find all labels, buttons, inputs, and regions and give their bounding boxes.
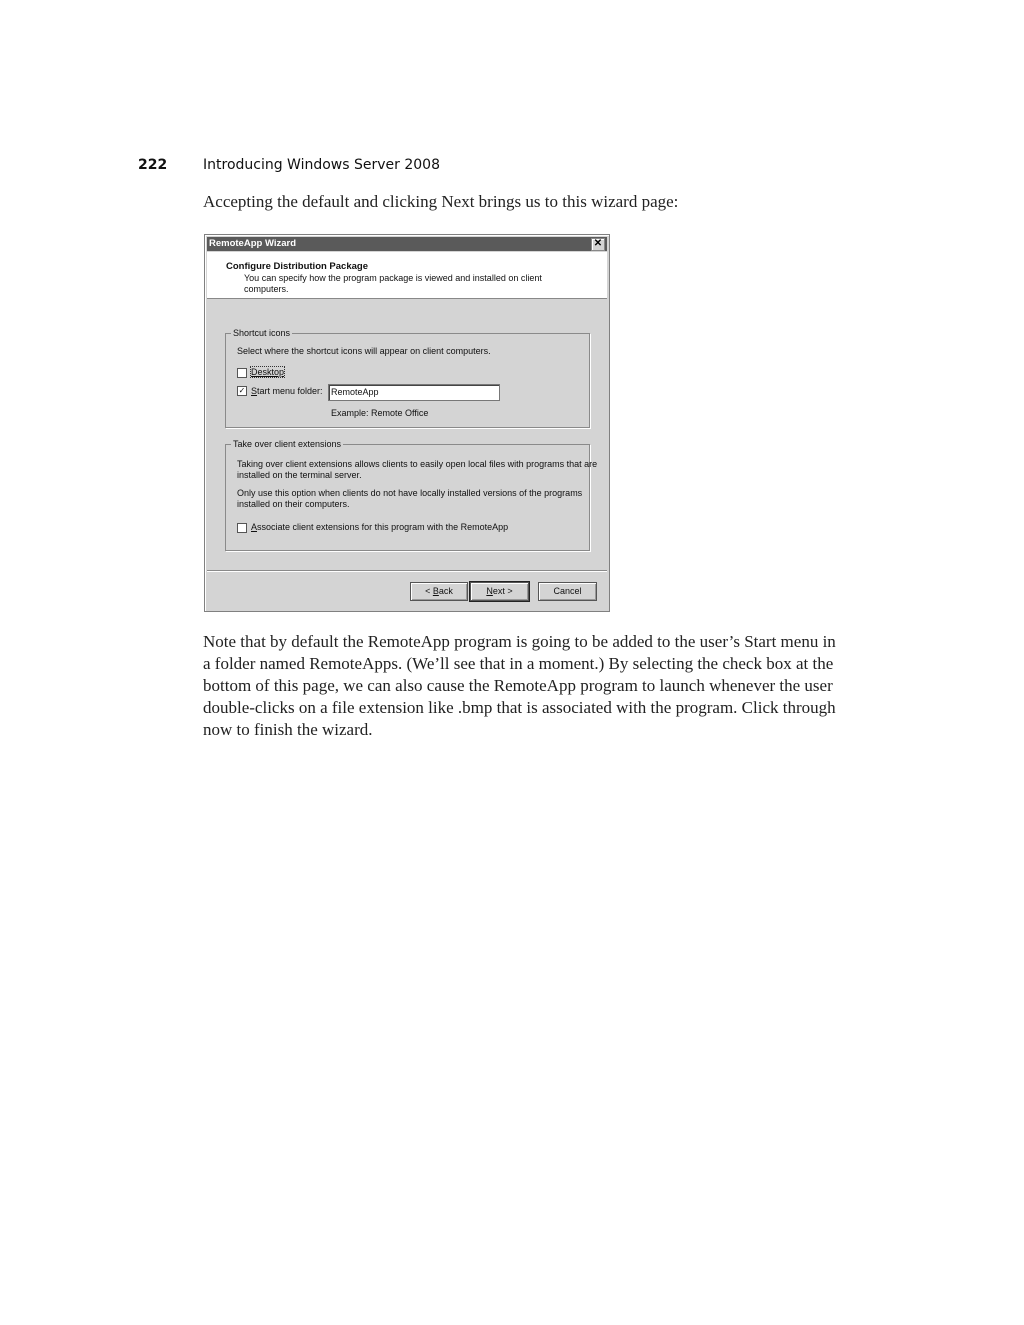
associate-extensions-checkbox[interactable]: [237, 523, 247, 533]
wizard-step-title: Configure Distribution Package: [226, 261, 368, 272]
client-extensions-group: [225, 439, 598, 551]
close-button[interactable]: [591, 238, 605, 251]
page-number: 222: [138, 157, 168, 173]
body-line: double-clicks on a file extension like .bmp that is associated with the program. Click through: [203, 698, 836, 717]
close-icon: ✕: [593, 238, 603, 249]
checkmark-icon: ✓: [238, 386, 246, 395]
extensions-warning-line: installed on their computers.: [237, 499, 350, 509]
wizard-header: [207, 252, 607, 299]
body-line: bottom of this page, we can also cause the RemoteApp program to launch whenever the user: [203, 676, 833, 695]
remoteapp-wizard-dialog: [204, 234, 610, 612]
folder-example-text: Example: Remote Office: [331, 408, 429, 418]
next-button[interactable]: Next >: [470, 582, 529, 601]
dialog-title: RemoteApp Wizard: [209, 238, 297, 249]
lead-paragraph: Accepting the default and clicking Next brings us to this wizard page:: [203, 192, 679, 211]
start-menu-checkbox[interactable]: [237, 386, 247, 396]
book-title: Introducing Windows Server 2008: [203, 157, 440, 173]
body-line: a folder named RemoteApps. (We’ll see that in a moment.) By selecting the check box at the: [203, 654, 834, 673]
dialog-titlebar: [207, 237, 607, 251]
body-line: Note that by default the RemoteApp program is going to be added to the user’s Start menu in: [203, 632, 836, 651]
start-menu-folder-input[interactable]: RemoteApp: [328, 384, 500, 401]
back-button[interactable]: < Back: [410, 582, 468, 601]
extensions-text-line: installed on the terminal server.: [237, 470, 362, 480]
button-separator: [207, 570, 607, 572]
cancel-button[interactable]: Cancel: [538, 582, 597, 601]
start-menu-label[interactable]: Start menu folder:: [251, 386, 323, 396]
extensions-text-line: Taking over client extensions allows clients to easily open local files with programs that are: [237, 459, 598, 469]
shortcut-icons-legend: Shortcut icons: [233, 328, 291, 338]
extensions-warning-line: Only use this option when clients do not have locally installed versions of the programs: [237, 488, 583, 498]
desktop-label[interactable]: Desktop: [251, 367, 285, 377]
associate-extensions-label[interactable]: Associate client extensions for this program with the RemoteApp: [251, 522, 509, 532]
body-paragraph: [203, 631, 863, 741]
wizard-step-subtitle: You can specify how the program package is viewed and installed on client computers.: [244, 273, 542, 294]
body-line: now to finish the wizard.: [203, 720, 373, 739]
client-extensions-legend: Take over client extensions: [233, 439, 342, 449]
shortcut-description: Select where the shortcut icons will appear on client computers.: [237, 346, 491, 356]
desktop-checkbox[interactable]: [237, 368, 247, 378]
shortcut-icons-group: [225, 328, 590, 428]
